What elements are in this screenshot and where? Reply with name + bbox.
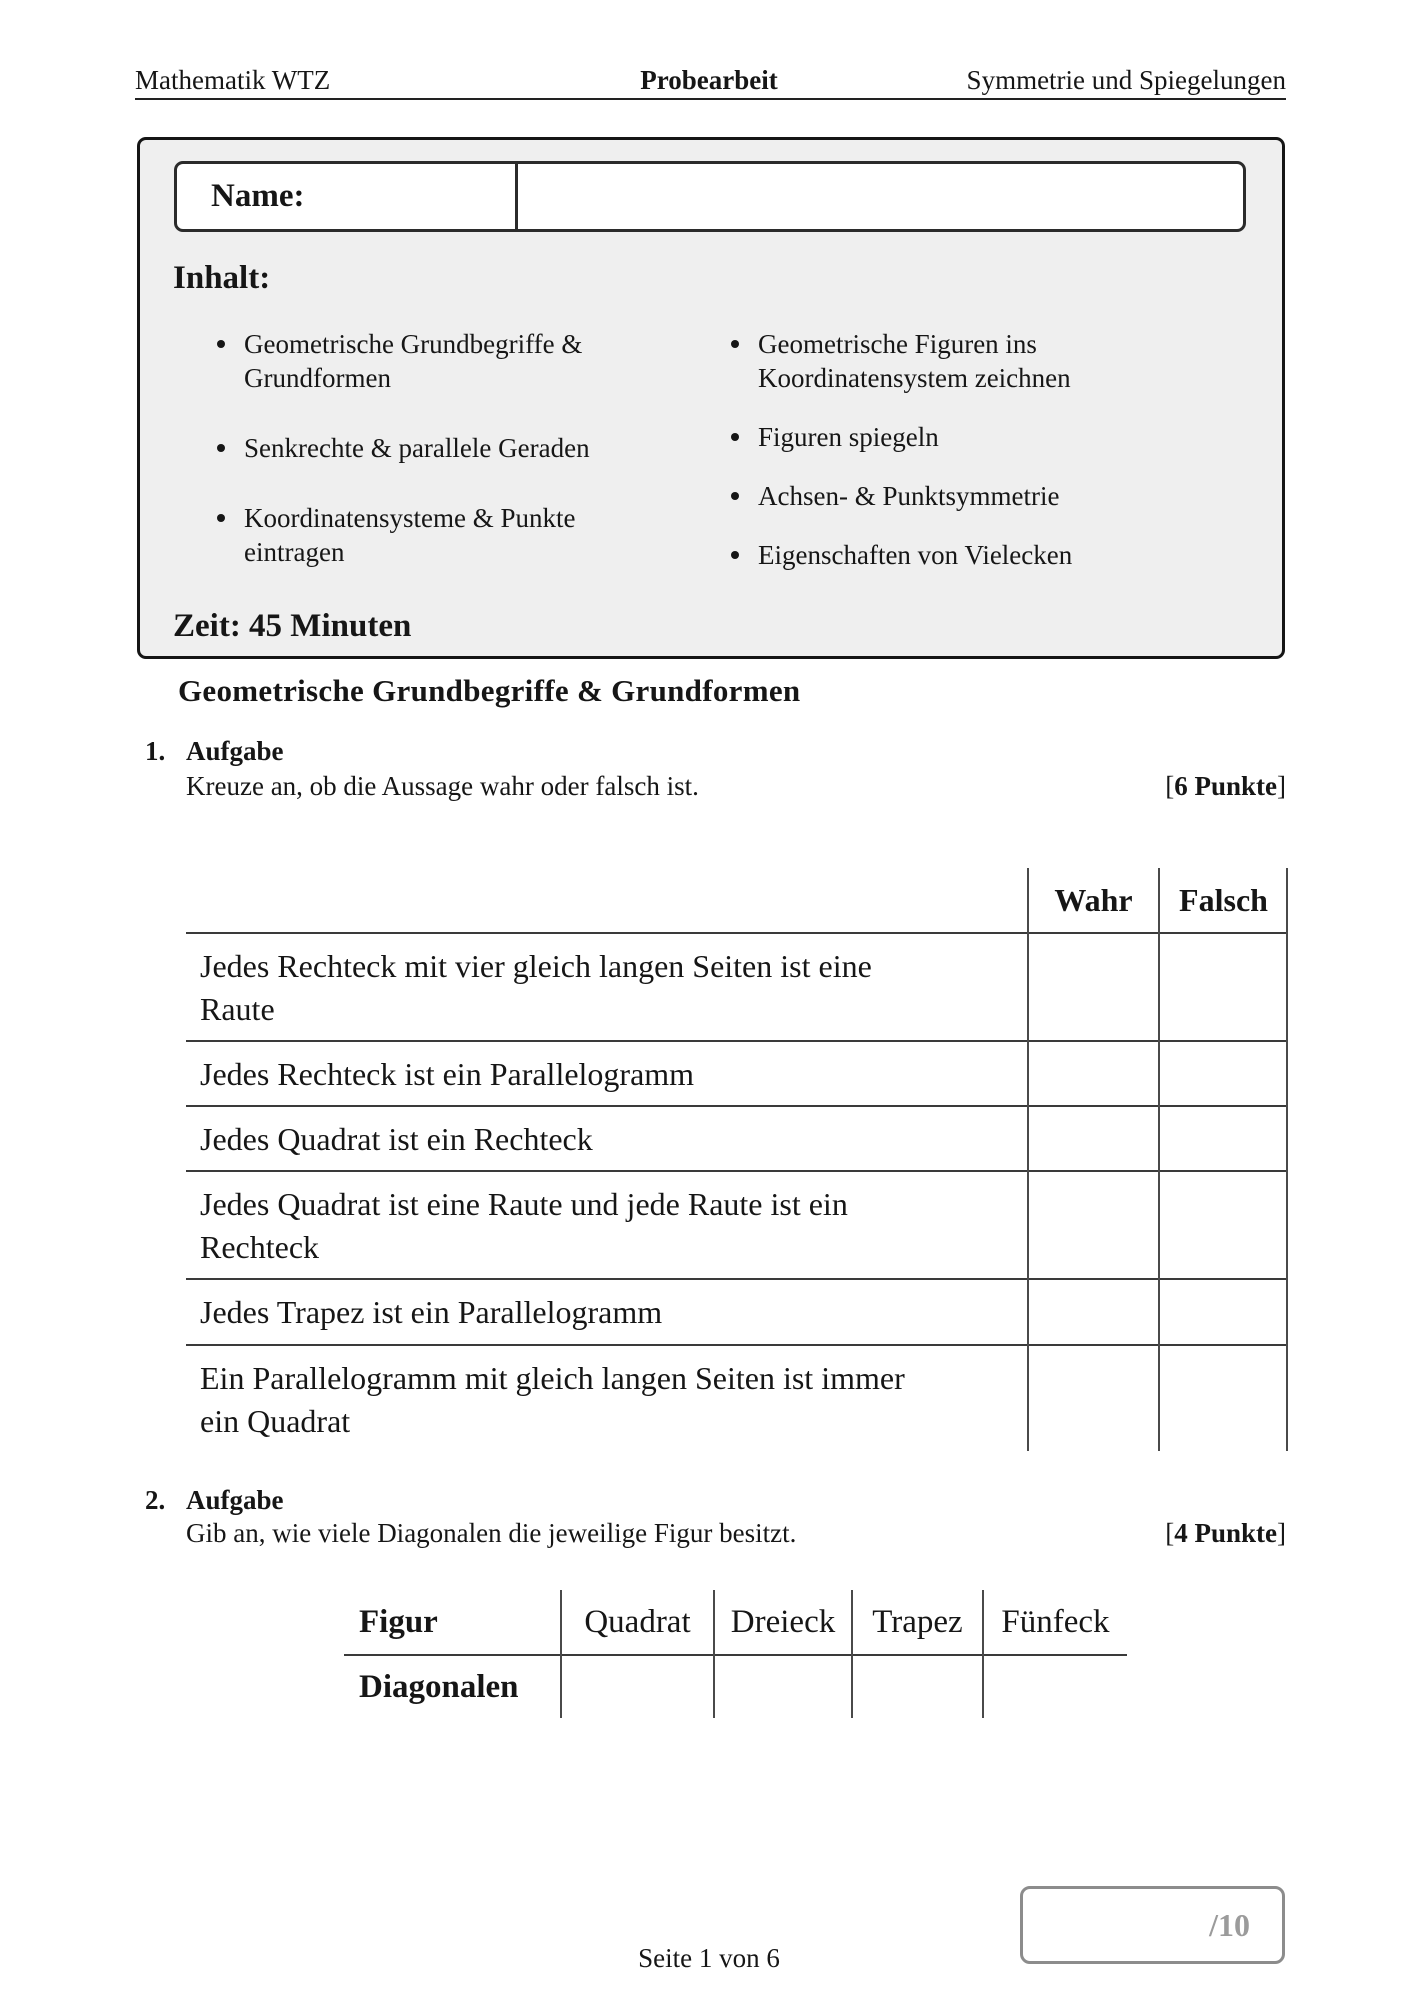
answer-cell-true[interactable] [1029,1107,1158,1170]
answer-cell-false[interactable] [1160,1346,1286,1451]
topic-item [758,538,1183,572]
table-row [186,932,1288,1040]
points-bracket-open: [ [1165,1518,1175,1548]
diagonals-table [344,1590,1127,1718]
task-instruction: Kreuze an, ob die Aussage wahr oder falsch ist. [186,771,699,801]
task-title: Aufgabe [186,1485,284,1515]
answer-cell-false[interactable] [1160,934,1286,1040]
figure-header-label: Figur [359,1604,438,1640]
bullet-marker [731,551,739,559]
task-title: Aufgabe [186,736,284,766]
points-bracket-close: ] [1277,771,1286,801]
figure-name: Trapez [872,1604,963,1640]
answer-cell-true[interactable] [1029,1042,1158,1105]
answer-cell-false[interactable] [1160,1172,1286,1278]
answer-cell-false[interactable] [1160,1280,1286,1344]
table-row [186,1105,1288,1170]
statement-cell: Jedes Quadrat ist ein Rechteck [200,1121,593,1157]
diagonals-answer-cell[interactable] [562,1656,713,1718]
statement-cell: Jedes Rechteck ist ein Parallelogramm [200,1056,695,1092]
topics-list-left [244,327,669,605]
table-row [186,1278,1288,1344]
bullet-marker [217,444,225,452]
points-bracket-open: [ [1165,771,1175,801]
name-label-cell [177,164,518,229]
statement-cell: Jedes Rechteck mit vier gleich langen Seiten ist eine Raute [200,948,872,1027]
diagonals-answer-cell[interactable] [715,1656,851,1718]
header-subject: Mathematik WTZ [135,65,331,95]
bullet-marker [731,340,739,348]
topics-list-right [758,327,1183,597]
task-number: 2. [145,1485,166,1515]
topic-item [244,327,669,395]
topic-item [244,431,669,465]
page-footer: Seite 1 von 6 [638,1943,780,1973]
figure-name: Fünfeck [1001,1604,1110,1640]
topic-item [758,420,1183,454]
task-number: 1. [145,736,166,766]
contents-label: Inhalt: [173,260,271,296]
diagonals-row-label: Diagonalen [359,1669,519,1705]
header-title: Probearbeit [640,65,778,95]
topic-text: Senkrechte & parallele Geraden [244,433,590,463]
topic-item [244,501,669,569]
statement-cell: Jedes Trapez ist ein Parallelogramm [200,1294,663,1330]
bullet-marker [217,340,225,348]
answer-cell-true[interactable] [1029,1172,1158,1278]
table-row [186,1344,1288,1451]
topic-text: Eigenschaften von Vielecken [758,540,1073,570]
table-row [186,1040,1288,1105]
statement-cell: Jedes Quadrat ist eine Raute und jede Raute ist ein Rechteck [200,1186,848,1265]
topic-text: Geometrische Grundbegriffe & Grundformen [244,329,583,393]
score-box[interactable] [1020,1886,1285,1964]
task-instruction: Gib an, wie viele Diagonalen die jeweilige Figur besitzt. [186,1518,797,1548]
table-row [186,1170,1288,1278]
score-max: /10 [1209,1907,1250,1943]
task-points [1165,1518,1286,1548]
topic-text: Geometrische Figuren ins Koordinatensystem zeichnen [758,329,1071,393]
section-title: Geometrische Grundbegriffe & Grundformen [178,673,801,708]
answer-cell-true[interactable] [1029,1346,1158,1451]
topic-text: Figuren spiegeln [758,422,939,452]
time-label: Zeit: 45 Minuten [173,608,412,644]
statement-cell: Ein Parallelogramm mit gleich langen Seiten ist immer ein Quadrat [200,1360,905,1439]
column-header-false: Falsch [1179,882,1268,918]
figure-name: Dreieck [730,1604,836,1640]
name-box [174,161,1246,232]
points-value: 6 Punkte [1174,771,1277,801]
column-header-true: Wahr [1054,882,1133,918]
points-value: 4 Punkte [1174,1518,1277,1548]
answer-cell-false[interactable] [1160,1107,1286,1170]
bullet-marker [217,514,225,522]
answer-cell-false[interactable] [1160,1042,1286,1105]
figure-name: Quadrat [584,1604,691,1640]
diagonals-answer-cell[interactable] [984,1656,1127,1718]
topic-item [758,479,1183,513]
name-field[interactable] [518,164,1243,229]
bullet-marker [731,433,739,441]
topic-item [758,327,1183,395]
answer-cell-true[interactable] [1029,934,1158,1040]
topic-text: Achsen- & Punktsymmetrie [758,481,1060,511]
answer-cell-true[interactable] [1029,1280,1158,1344]
bullet-marker [731,492,739,500]
header-topic: Symmetrie und Spiegelungen [966,65,1286,95]
true-false-table [186,868,1288,1451]
task-points [1165,771,1286,801]
name-label: Name: [211,178,305,214]
topic-text: Koordinatensysteme & Punkte eintragen [244,503,576,567]
points-bracket-close: ] [1277,1518,1286,1548]
info-box [137,137,1285,659]
diagonals-answer-cell[interactable] [853,1656,982,1718]
header-rule [135,98,1286,100]
